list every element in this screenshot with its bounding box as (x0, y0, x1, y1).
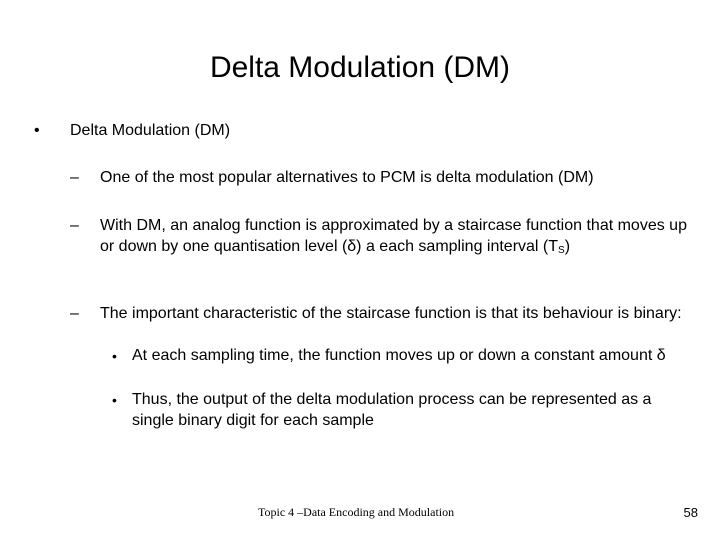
sub-bullet-2 (70, 216, 690, 261)
subsub-bullet-mark: • (112, 392, 117, 408)
sub-bullet-3 (70, 304, 690, 325)
subscript-s: S (558, 244, 565, 256)
slide-title: Delta Modulation (DM) (209, 51, 511, 84)
dash-mark: – (70, 305, 79, 322)
page-number: 58 (683, 505, 698, 520)
sub-bullet-2-text-end: ) (564, 237, 571, 255)
dash-mark: – (70, 217, 79, 234)
subsub-bullet-mark: • (112, 348, 117, 364)
dash-mark: – (70, 169, 79, 186)
footer-text: Topic 4 –Data Encoding and Modulation (258, 505, 455, 519)
subsub-bullet-1 (112, 346, 692, 367)
subsub-bullet-2 (112, 390, 692, 431)
sub-bullet-1 (70, 168, 690, 189)
main-bullet-text: Delta Modulation (DM) (70, 122, 231, 139)
subsub-bullet-2-text: Thus, the output of the delta modulation process can be represented as a single binary digit for each sample (132, 391, 652, 429)
sub-bullet-2-text-main: With DM, an analog function is approximated by a staircase function that moves up or down by one quantisation level (δ) a each sampling interval (T (100, 217, 687, 255)
subsub-bullet-1-text: At each sampling time, the function moves up or down a constant amount δ (132, 347, 666, 364)
sub-bullet-2-text (100, 216, 690, 261)
bullet-mark: • (34, 122, 40, 139)
sub-bullet-1-text: One of the most popular alternatives to PCM is delta modulation (DM) (100, 169, 594, 186)
sub-bullet-3-text: The important characteristic of the staircase function is that its behaviour is binary: (100, 305, 682, 322)
